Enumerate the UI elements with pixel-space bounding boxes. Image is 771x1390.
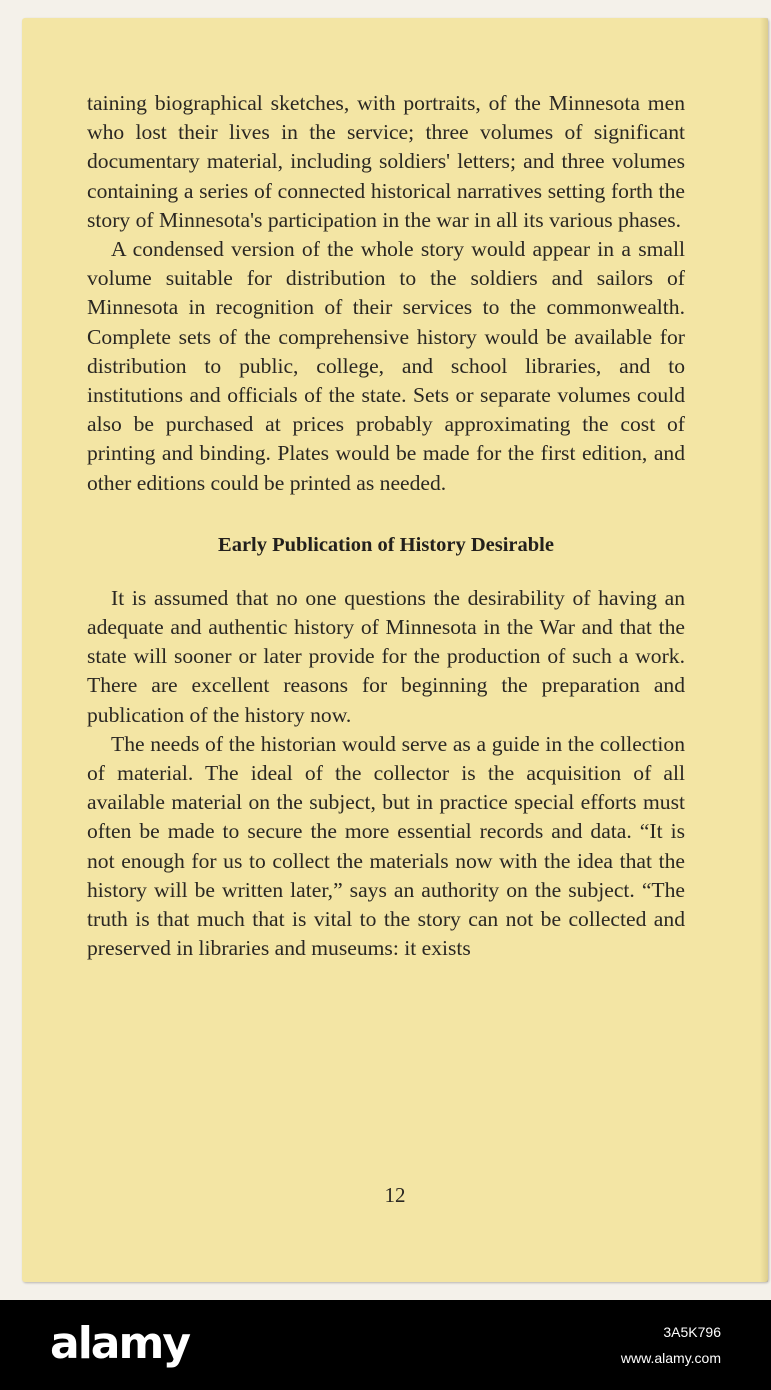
alamy-logo: alamy (50, 1318, 189, 1369)
page-body (87, 89, 685, 963)
section-heading: Early Publication of History Desirable (218, 533, 554, 556)
page-number: 12 (384, 1183, 406, 1207)
site-url: www.alamy.com (620, 1350, 721, 1366)
page-edge-shadow (760, 18, 768, 1282)
paragraph-historian-needs: The needs of the historian would serve as a guide in the collection of material. The ideal of the collector is the acquisition of all available material on the subject, but in practice special efforts must often be made to secure the more essential records and data. “It is not enough for us to collect the materials now with the idea that the history will be written later,” says an authority on the subject. “The truth is that much that is vital to the story can not be collected and preserved in libraries and museums: it exists (87, 731, 685, 961)
watermark-footer (0, 1300, 771, 1390)
image-id: 3A5K796 (663, 1324, 721, 1340)
paragraph-condensed-version: A condensed version of the whole story would appear in a small volume suitable for distribution to the soldiers and sailors of Minnesota in recognition of their services to the commonwealth. Complete sets of the comprehensive history would be available for distribution to public, college, and school libraries, and to institutions and officials of the state. Sets or separate volumes could also be purchased at prices probably approximating the cost of printing and binding. Plates would be made for the first edition, and other editions could be printed as needed. (87, 237, 685, 495)
paragraph-continued: taining biographical sketches, with portraits, of the Minnesota men who lost their lives in the service; three volumes of significant documentary material, including soldiers' letters; and three volumes containing a series of connected historical narratives setting forth the story of Minnesota's participation in the war in all its various phases. (87, 91, 685, 232)
paragraph-assumed: It is assumed that no one questions the desirability of having an adequate and authentic history of Minnesota in the War and that the state will sooner or later provide for the production of such a work. There are excellent reasons for beginning the preparation and publication of the history now. (87, 585, 685, 727)
document-page (22, 18, 768, 1282)
